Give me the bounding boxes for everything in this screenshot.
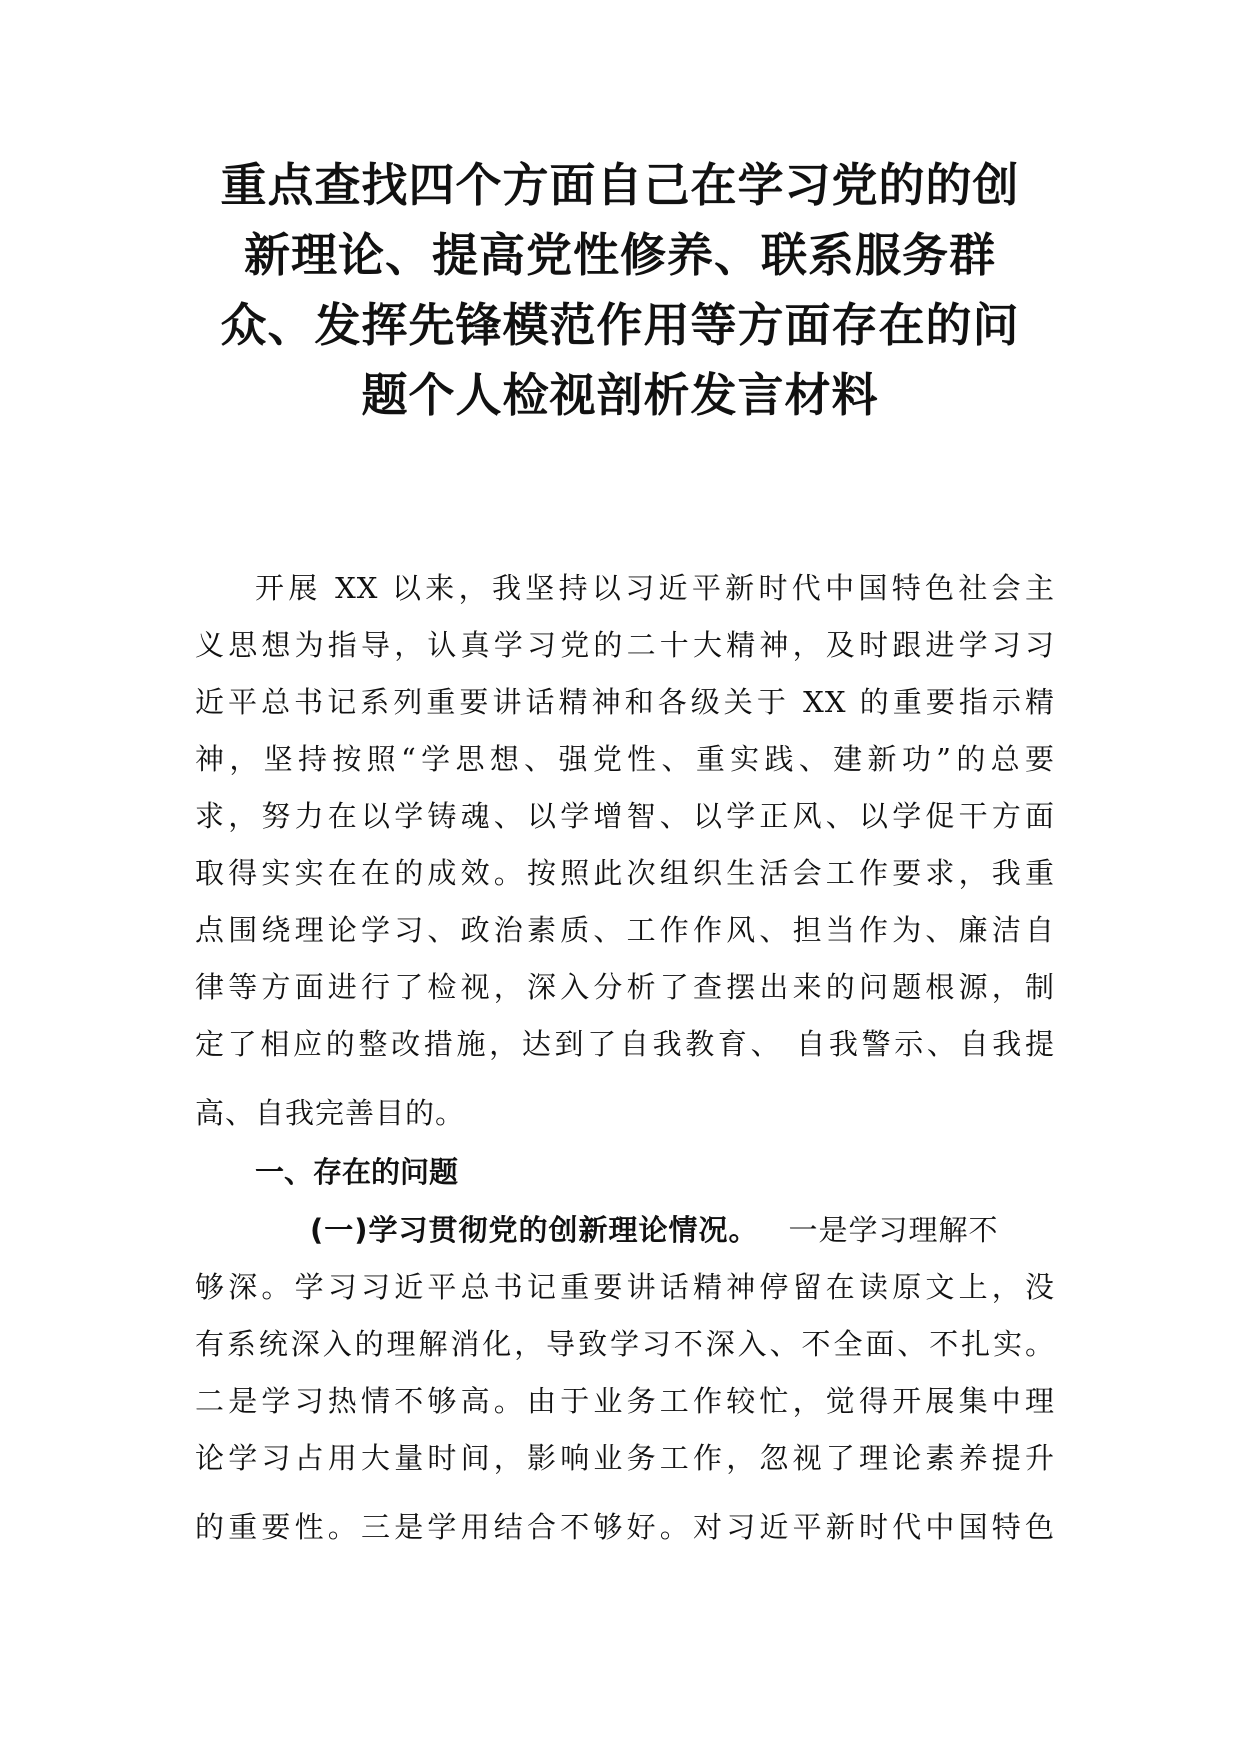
- title-line: 众、发挥先锋模范作用等方面存在的问: [220, 298, 1020, 352]
- paragraph-line: 义思想为指导，认真学习党的二十大精神，及时跟进学习习: [195, 628, 1055, 662]
- subsection-first-line: [195, 1202, 1055, 1259]
- paragraph-line: 定了相应的整改措施，达到了自我教育、 自我警示、自我提: [195, 1027, 1055, 1061]
- section-heading: 一、存在的问题: [255, 1155, 459, 1189]
- paragraph-line: 点围绕理论学习、政治素质、工作作风、担当作为、廉洁自: [195, 913, 1055, 947]
- document-body: [195, 560, 1055, 1556]
- title-line: 重点查找四个方面自己在学习党的的创: [220, 158, 1020, 212]
- paragraph-line: 神，坚持按照“学思想、强党性、重实践、建新功”的总要: [195, 742, 1055, 776]
- paragraph-line: 取得实实在在的成效。按照此次组织生活会工作要求，我重: [195, 856, 1055, 890]
- paragraph-line: 律等方面进行了检视，深入分析了查摆出来的问题根源，制: [195, 970, 1055, 1004]
- paragraph-line: 开展 XX 以来，我坚持以习近平新时代中国特色社会主: [255, 571, 1055, 605]
- paragraph-line: 够深。学习习近平总书记重要讲话精神停留在读原文上，没: [195, 1270, 1055, 1304]
- subsection-paragraph: [195, 1202, 1055, 1556]
- line-gap: [195, 1073, 1055, 1085]
- paragraph-line: 二是学习热情不够高。由于业务工作较忙，觉得开展集中理: [195, 1384, 1055, 1418]
- title-line: 新理论、提高党性修养、联系服务群: [244, 228, 996, 282]
- subsection-first-rest: 一是学习理解不: [788, 1213, 999, 1247]
- paragraph-line: 有系统深入的理解消化，导致学习不深入、不全面、不扎实。: [195, 1327, 1055, 1361]
- paragraph-line: 论学习占用大量时间，影响业务工作，忽视了理论素养提升: [195, 1441, 1055, 1475]
- line-gap: [195, 1487, 1055, 1499]
- paragraph-line: 近平总书记系列重要讲话精神和各级关于 XX 的重要指示精: [195, 685, 1055, 719]
- document-title: [170, 150, 1070, 430]
- paragraph-line: 的重要性。三是学用结合不够好。对习近平新时代中国特色: [195, 1510, 1055, 1544]
- intro-paragraph: [195, 560, 1055, 1142]
- subsection-heading: (一)学习贯彻党的创新理论情况。: [310, 1213, 759, 1247]
- paragraph-line: 求，努力在以学铸魂、以学增智、以学正风、以学促干方面: [195, 799, 1055, 833]
- paragraph-line: 高、自我完善目的。: [195, 1096, 466, 1130]
- title-line: 题个人检视剖析发言材料: [361, 368, 879, 422]
